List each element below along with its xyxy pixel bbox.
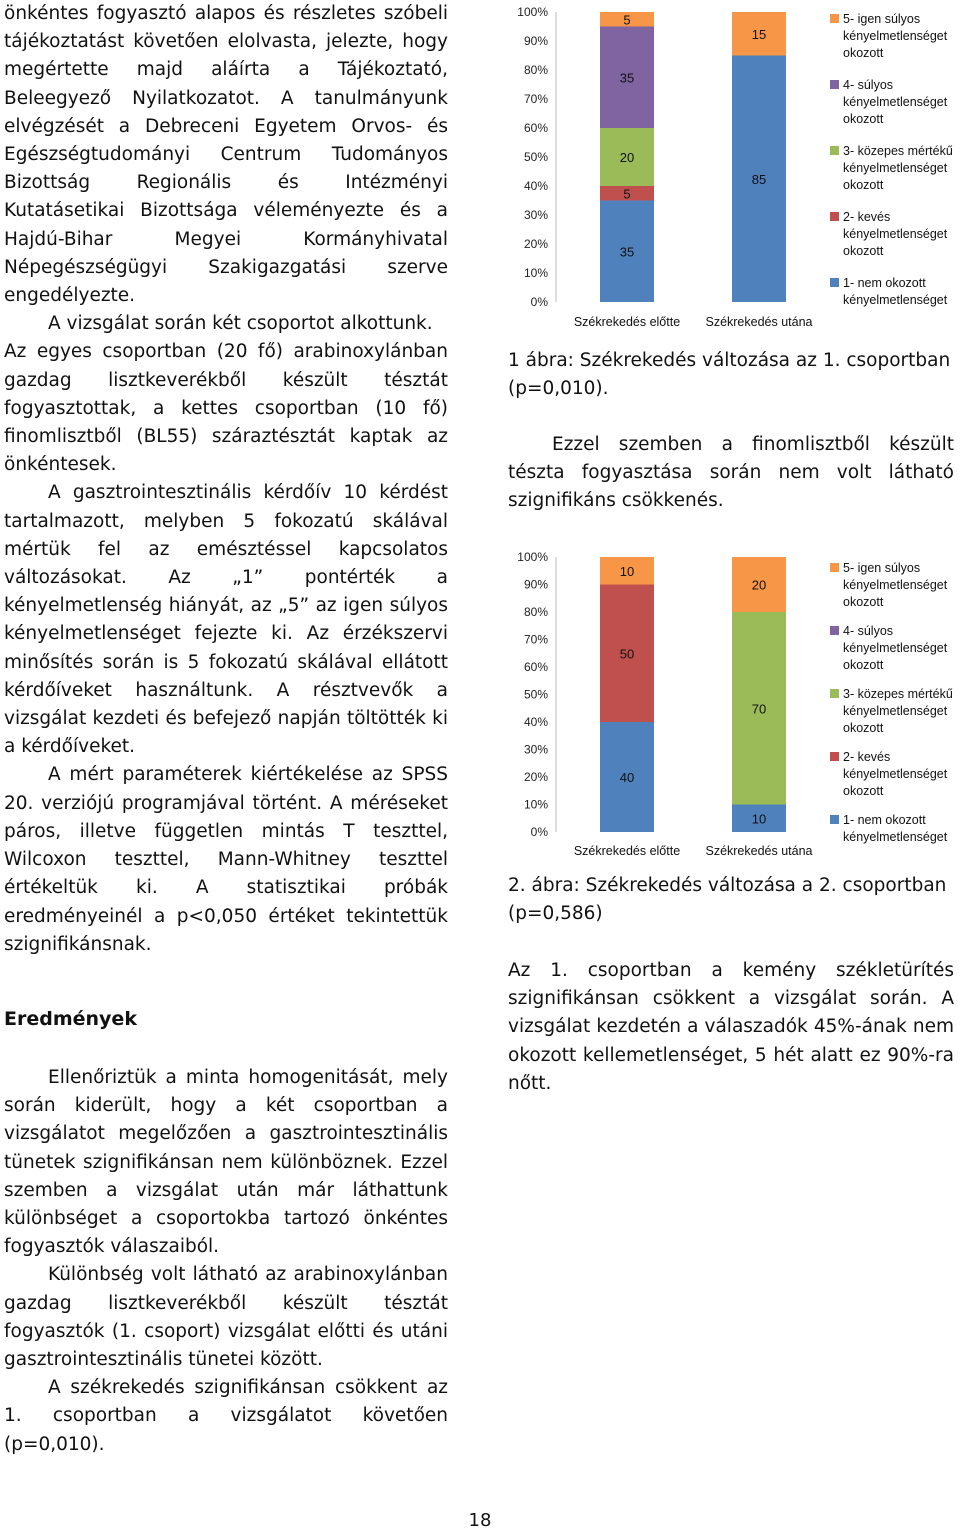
y-tick-label: 90% xyxy=(523,577,548,592)
legend-swatch xyxy=(830,689,839,698)
y-tick-label: 20% xyxy=(523,770,548,784)
legend-label-line: okozott xyxy=(843,178,884,192)
legend-swatch xyxy=(830,626,839,635)
legend-label-line: kényelmetlenséget xyxy=(843,641,948,655)
y-tick-label: 90% xyxy=(523,34,548,48)
y-tick-label: 10% xyxy=(523,797,548,812)
body-paragraph: A vizsgálat során két csoportot alkottunk. xyxy=(48,313,433,335)
data-label: 15 xyxy=(751,26,767,42)
page-number: 18 xyxy=(468,1510,492,1531)
legend-label-line: okozott xyxy=(843,595,884,609)
body-paragraph: Az 1. csoportban a kemény székletürítés szignifikánsan csökkent a vizsgálat során. A vizsgálat kezdetén a válaszadók 45%-ának nem okozott kellemetlenséget, 5 hét alatt ez 90%-ra nőtt. xyxy=(508,960,954,1094)
data-label: 5 xyxy=(623,186,631,202)
x-category-label: Székrekedés utána xyxy=(705,315,813,329)
y-tick-label: 50% xyxy=(523,687,548,702)
data-label: 20 xyxy=(751,577,767,593)
legend-label xyxy=(843,276,948,307)
legend-label xyxy=(843,210,948,258)
legend-swatch xyxy=(830,752,839,761)
y-tick-label: 60% xyxy=(523,121,548,135)
body-paragraph: A székrekedés szignifikánsan csökkent az 1. csoportban a vizsgálatot követően (p=0,010). xyxy=(4,1377,448,1455)
y-tick-label: 80% xyxy=(523,63,548,77)
y-tick-label: 0% xyxy=(530,825,548,839)
y-tick-label: 30% xyxy=(523,208,548,222)
right-paragraph-2 xyxy=(508,957,954,1098)
body-paragraph: Az egyes csoportban (20 fő) arabinoxylánban gazdag lisztkeverékből készült tésztát fogyasztottak, a kettes csoportban (10 fő) finomlisztből (BL55) száraztésztát kaptak az önkéntesek. xyxy=(4,341,448,476)
data-label: 70 xyxy=(751,701,767,717)
legend-swatch xyxy=(830,815,839,824)
legend-label-line: kényelmetlenséget xyxy=(843,830,948,844)
legend-label-line: 1- nem okozott xyxy=(843,813,926,827)
data-label: 20 xyxy=(619,150,635,165)
figure-caption-2: 2. ábra: Székrekedés változása a 2. csoportban (p=0,586) xyxy=(508,875,947,925)
x-category-label: Székrekedés utána xyxy=(705,844,813,858)
chart-2-svg xyxy=(504,545,960,865)
legend-swatch xyxy=(830,80,839,89)
legend-label-line: okozott xyxy=(843,244,884,258)
results-section xyxy=(4,1008,448,1030)
legend-label xyxy=(843,750,948,798)
chart-1 xyxy=(504,0,960,340)
legend-label-line: kényelmetlenséget xyxy=(843,29,948,43)
legend-label xyxy=(843,78,948,126)
body-paragraph: Ellenőriztük a minta homogenitását, mely során kiderült, hogy a két csoportban a vizsgálatot megelőzően a gasztrointesztinális tünetek szignifikánsan nem különböznek. Ezzel szemben a vizsgálat után már láthattunk különbséget a csoportokba tartozó önkéntes fogyasztók válaszaiból. xyxy=(4,1067,448,1258)
body-paragraph: Különbség volt látható az arabinoxylánban gazdag lisztkeverékből készült tésztát fogyasztók (1. csoport) vizsgálat előtti és utáni gasztrointesztinális tünetei között. xyxy=(4,1264,448,1371)
data-label: 85 xyxy=(751,171,767,187)
legend-label-line: kényelmetlenséget xyxy=(843,227,948,241)
data-label: 35 xyxy=(619,244,635,260)
body-paragraph: A mért paraméterek kiértékelése az SPSS 20. verziójú programjával történt. A méréseket páros, illetve független mintás T teszttel, Wilcoxon teszttel, Mann-Whitney teszttel értékeltük ki. A statisztikai próbák eredményeinél a p<0,050 értéket tekintettük szignifikánsnak. xyxy=(4,764,448,955)
legend-label xyxy=(843,144,953,192)
legend-label-line: 1- nem okozott xyxy=(843,276,926,290)
legend-swatch xyxy=(830,14,839,23)
y-tick-label: 100% xyxy=(517,5,548,19)
legend-label-line: 3- közepes mértékű xyxy=(843,687,953,701)
legend-label-line: kényelmetlenséget xyxy=(843,578,948,592)
y-tick-label: 10% xyxy=(523,266,548,280)
legend-label-line: kényelmetlenséget xyxy=(843,293,948,307)
x-category-label: Székrekedés előtte xyxy=(573,315,681,329)
legend-label-line: 4- súlyos xyxy=(843,624,894,638)
data-label: 5 xyxy=(623,12,631,28)
body-paragraph: Ezzel szemben a finomlisztből készült tészta fogyasztása során nem volt látható szignifikáns csökkenés. xyxy=(508,434,954,512)
body-paragraph: A gasztrointesztinális kérdőív 10 kérdést tartalmazott, melyben 5 fokozatú skálával mértük fel az emésztéssel kapcsolatos változásokat. Az „1” pontérték a kényelmetlenség hiányát, az „5” az igen súlyos kényelmetlenséget fejezte ki. Az érzékszervi minősítés során is 5 fokozatú skálával ellátott kérdőíveket használtunk. A résztvevők a vizsgálat kezdeti és befejező napján töltötték ki a kérdőíveket. xyxy=(4,482,448,758)
legend-label-line: okozott xyxy=(843,721,884,735)
legend-label-line: 4- súlyos xyxy=(843,78,894,92)
legend-label-line: kényelmetlenséget xyxy=(843,95,948,109)
y-tick-label: 20% xyxy=(523,237,548,251)
results-body xyxy=(4,1064,448,1459)
chart-2 xyxy=(504,545,960,865)
legend-label-line: kényelmetlenséget xyxy=(843,704,948,718)
y-tick-label: 70% xyxy=(523,632,548,647)
legend-label-line: 2- kevés xyxy=(843,210,891,224)
y-tick-label: 0% xyxy=(530,295,548,309)
data-label: 40 xyxy=(619,770,635,785)
x-category-label: Székrekedés előtte xyxy=(573,844,681,858)
y-tick-label: 60% xyxy=(523,660,548,674)
legend-label-line: 5- igen súlyos xyxy=(843,561,921,575)
legend-swatch xyxy=(830,212,839,221)
left-column xyxy=(4,0,448,959)
y-tick-label: 40% xyxy=(523,179,548,193)
y-tick-label: 70% xyxy=(523,92,548,106)
legend-label-line: okozott xyxy=(843,46,884,60)
legend-label xyxy=(843,624,948,672)
chart-1-svg xyxy=(504,0,960,340)
data-label: 10 xyxy=(751,811,767,827)
legend-label xyxy=(843,561,948,609)
y-tick-label: 40% xyxy=(523,715,548,729)
legend-label-line: 3- közepes mértékű xyxy=(843,144,953,158)
legend-label xyxy=(843,687,953,735)
legend-swatch xyxy=(830,278,839,287)
data-label: 50 xyxy=(619,646,635,662)
legend-label-line: okozott xyxy=(843,112,884,126)
legend-label xyxy=(843,813,948,844)
legend-label-line: 2- kevés xyxy=(843,750,891,764)
data-label: 10 xyxy=(619,563,635,579)
y-tick-label: 100% xyxy=(517,550,548,564)
y-tick-label: 80% xyxy=(523,605,548,619)
right-paragraph-1 xyxy=(508,431,954,516)
body-paragraph: önkéntes fogyasztó alapos és részletes szóbeli tájékoztatást követően elolvasta, jelezte, hogy megértette majd aláírta a Tájékoztató, Beleegyező Nyilatkozatot. A tanulmányunk elvégzését a Debreceni Egyetem Orvos- és Egészségtudományi Centrum Tudományos Bizottság Regionális és Intézményi Kutatásetikai Bizottsága véleményezte és a Hajdú-Bihar Megyei Kormányhivatal Népegészségügyi Szakigazgatási szerve engedélyezte. xyxy=(4,3,448,307)
legend-label-line: okozott xyxy=(843,784,884,798)
legend-label xyxy=(843,12,948,60)
y-tick-label: 50% xyxy=(523,150,548,164)
figure-caption-1: 1 ábra: Székrekedés változása az 1. csoportban (p=0,010). xyxy=(508,350,951,400)
legend-label-line: kényelmetlenséget xyxy=(843,161,948,175)
legend-label-line: 5- igen súlyos xyxy=(843,12,921,26)
legend-label-line: kényelmetlenséget xyxy=(843,767,948,781)
y-tick-label: 30% xyxy=(523,742,548,757)
legend-label-line: okozott xyxy=(843,658,884,672)
legend-swatch xyxy=(830,146,839,155)
legend-swatch xyxy=(830,563,839,572)
section-heading: Eredmények xyxy=(4,1008,137,1030)
data-label: 35 xyxy=(619,70,635,86)
